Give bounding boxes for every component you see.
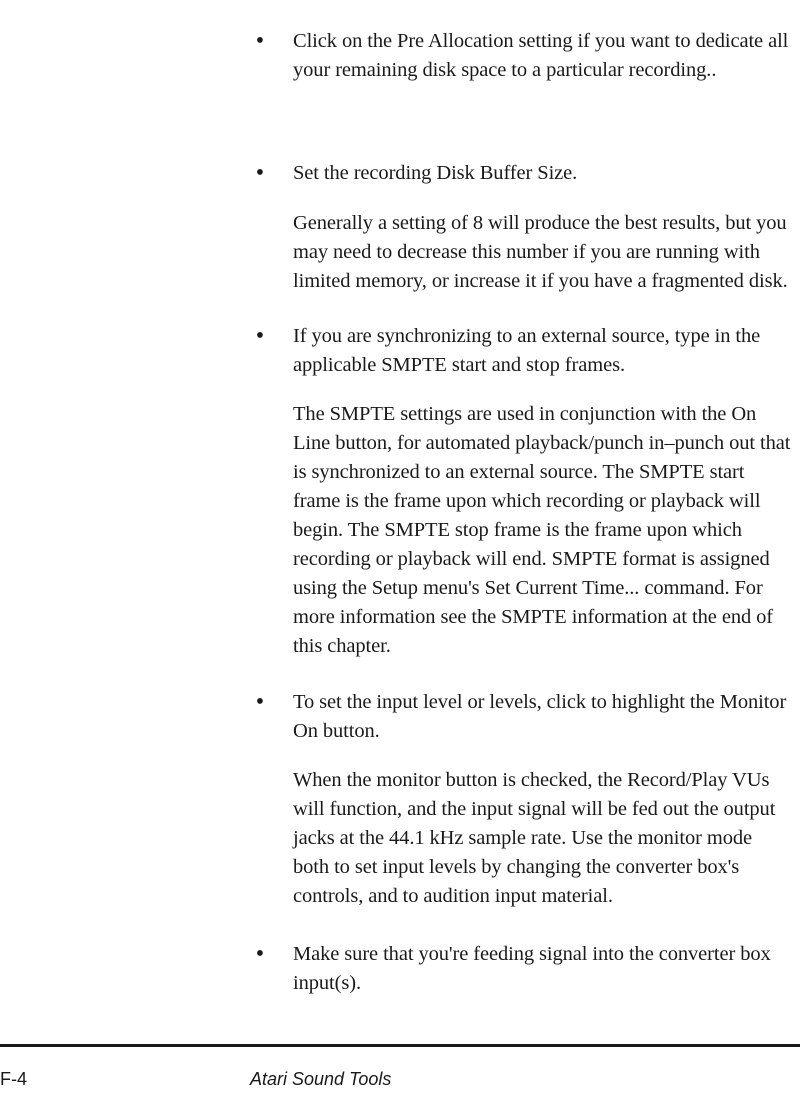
footer-rule	[0, 1044, 800, 1047]
list-item-text: If you are synchronizing to an external source, type in the applicable SMPTE start and stop frames.	[293, 325, 761, 376]
bullet-icon: •	[255, 323, 265, 349]
running-title: Atari Sound Tools	[250, 1069, 392, 1089]
bullet-icon: •	[255, 28, 265, 54]
bullet-icon: •	[255, 689, 265, 715]
list-item-note: Generally a setting of 8 will produce the best results, but you may need to decrease this number if you are running with limited memory, or increase it if you have a fragmented disk.	[293, 212, 788, 292]
bullet-icon: •	[255, 941, 265, 967]
bullet-icon: •	[255, 160, 265, 186]
list-item-note: The SMPTE settings are used in conjunction with the On Line button, for automated playback/punch in–punch out that is synchronized to an external source. The SMPTE start frame is the frame upon which recording or playback will begin. The SMPTE stop frame is the frame upon which recording or playback will end. SMPTE format is assigned using the Setup menu's Set Current Time... command. For more information see the SMPTE information at the end of this chapter.	[293, 403, 791, 657]
list-item-text: Click on the Pre Allocation setting if you want to dedicate all your remaining disk space to a particular recording..	[293, 30, 789, 81]
list-item-text: To set the input level or levels, click to highlight the Monitor On button.	[293, 691, 787, 742]
page-number: F-4	[0, 1069, 27, 1089]
list-item-text: Make sure that you're feeding signal into the converter box input(s).	[293, 943, 771, 994]
list-item-text: Set the recording Disk Buffer Size.	[293, 162, 578, 184]
list-item-note: When the monitor button is checked, the Record/Play VUs will function, and the input signal will be fed out the output jacks at the 44.1 kHz sample rate. Use the monitor mode both to set input levels by changing the converter box's controls, and to audition input material.	[293, 769, 776, 907]
